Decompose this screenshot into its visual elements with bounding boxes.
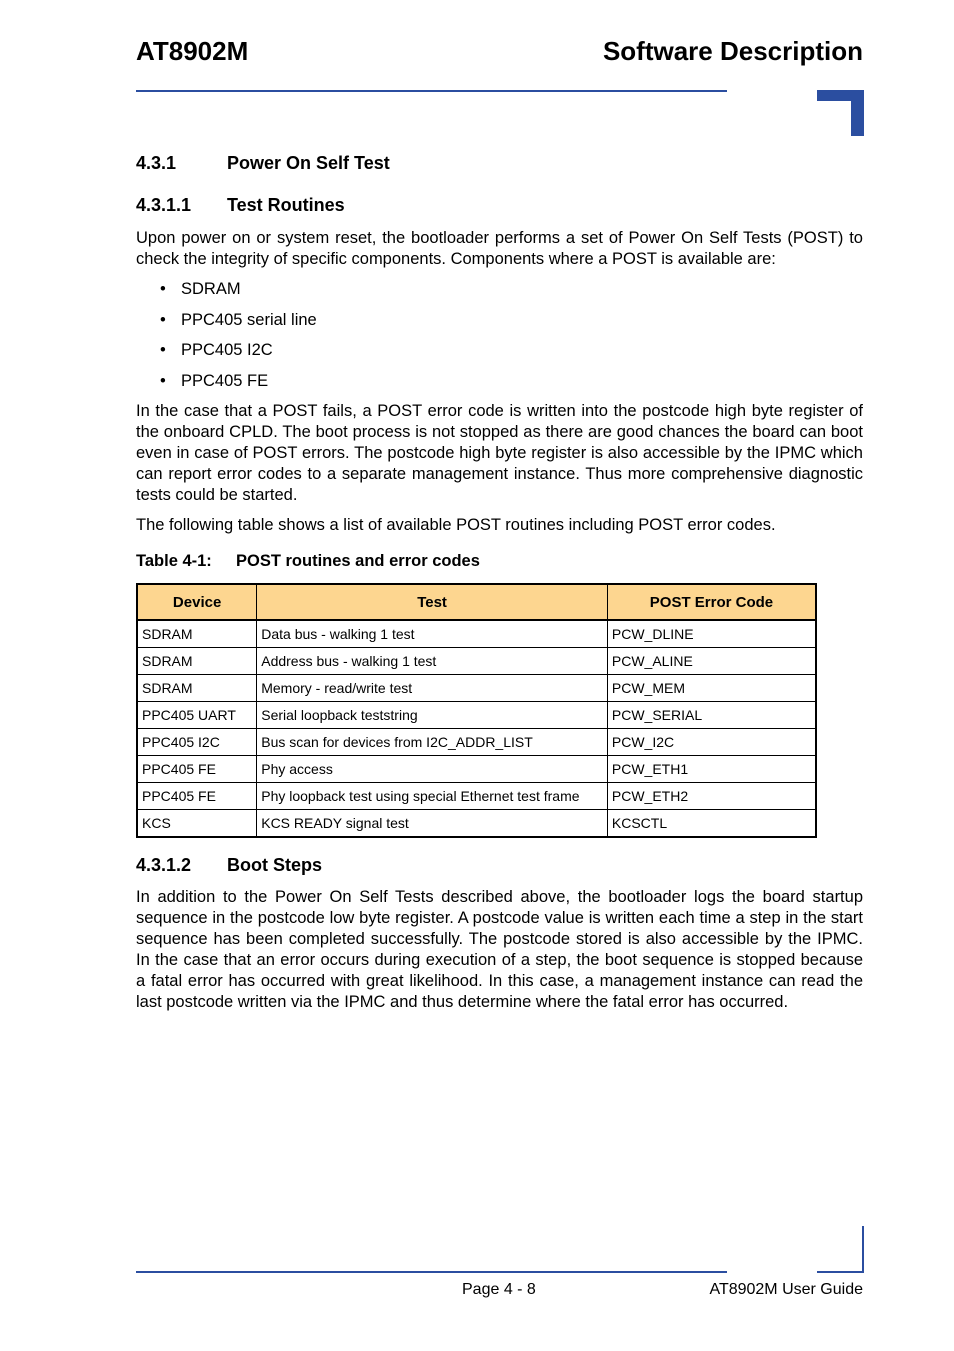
cell-error-code: PCW_SERIAL	[607, 702, 816, 729]
cell-error-code: PCW_DLINE	[607, 620, 816, 648]
table-row	[137, 620, 816, 648]
cell-test: Serial loopback teststring	[257, 702, 608, 729]
header-corner-mark	[817, 90, 864, 136]
cell-error-code: PCW_ALINE	[607, 648, 816, 675]
cell-device: PPC405 UART	[137, 702, 257, 729]
section-number-4-3-1: 4.3.1	[136, 153, 177, 173]
post-fail-paragraph: In the case that a POST fails, a POST error code is written into the postcode high byte register of the onboard CPLD. The boot process is not stopped as there are good chances the board can boot even in case of POST errors. The postcode high byte register is also accessible by the IPMC which can report error codes to a separate management instance. Thus more comprehensive diagnostic tests could be started.	[136, 402, 863, 504]
list-item: • PPC405 I2C	[160, 341, 273, 359]
column-header-test: Test	[257, 584, 608, 620]
bullet-icon: •	[160, 371, 166, 390]
cell-error-code: PCW_I2C	[607, 729, 816, 756]
cell-device: SDRAM	[137, 620, 257, 648]
cell-device: KCS	[137, 810, 257, 838]
bullet-icon: •	[160, 341, 166, 359]
table-row	[137, 783, 816, 810]
column-header-error-code: POST Error Code	[607, 584, 816, 620]
list-item: • PPC405 FE	[160, 371, 269, 390]
cell-error-code: PCW_MEM	[607, 675, 816, 702]
table-row	[137, 729, 816, 756]
cell-test: Phy access	[257, 756, 608, 783]
cell-test: Address bus - walking 1 test	[257, 648, 608, 675]
header-product: AT8902M	[136, 36, 249, 66]
table-intro-paragraph: The following table shows a list of available POST routines including POST error codes.	[136, 516, 776, 534]
section-title-test-routines: Test Routines	[227, 195, 345, 215]
bullet-icon: •	[160, 280, 166, 298]
header-section: Software Description	[602, 36, 863, 66]
table-caption	[136, 552, 480, 571]
table-row	[137, 756, 816, 783]
column-header-device: Device	[137, 584, 257, 620]
cell-error-code: KCSCTL	[607, 810, 816, 838]
footer-corner-mark	[817, 1226, 864, 1273]
list-item: • PPC405 serial line	[160, 310, 317, 329]
section-number-4-3-1-1: 4.3.1.1	[136, 195, 192, 215]
table-row	[137, 675, 816, 702]
cell-test: Data bus - walking 1 test	[257, 620, 608, 648]
section-title-boot-steps: Boot Steps	[227, 855, 323, 875]
cell-test: Memory - read/write test	[257, 675, 608, 702]
cell-test: KCS READY signal test	[257, 810, 608, 838]
bullet-icon: •	[160, 310, 166, 329]
boot-steps-paragraph: In addition to the Power On Self Tests described above, the bootloader logs the board startup sequence in the postcode low byte register. A postcode value is written each time a step in the start sequence has been completed successfully. The postcode stored is also accessible by the IPMC. In the case that an error occurs during execution of a step, the boot sequence is stopped because a fatal error has occurred with great likelihood. In this case, a management instance can read the last postcode written via the IPMC and thus determine where the fatal error has occurred.	[136, 888, 863, 1011]
table-row	[137, 648, 816, 675]
section-number-4-3-1-2: 4.3.1.2	[136, 855, 192, 875]
cell-device: SDRAM	[137, 648, 257, 675]
section-title-power-on-self-test: Power On Self Test	[227, 153, 390, 173]
cell-error-code: PCW_ETH2	[607, 783, 816, 810]
cell-device: PPC405 I2C	[137, 729, 257, 756]
table-header-row	[137, 584, 816, 620]
component-list	[160, 279, 317, 401]
list-item: • SDRAM	[160, 280, 241, 298]
table-row	[137, 702, 816, 729]
intro-paragraph: Upon power on or system reset, the bootloader performs a set of Power On Self Tests (POST) to check the integrity of specific components. Components where a POST is available are:	[136, 229, 863, 268]
table-row	[137, 810, 816, 838]
cell-test: Phy loopback test using special Ethernet test frame	[257, 783, 608, 810]
cell-error-code: PCW_ETH1	[607, 756, 816, 783]
footer-page-number: Page 4 - 8	[462, 1281, 536, 1298]
cell-device: SDRAM	[137, 675, 257, 702]
post-routines-table	[136, 583, 817, 838]
table-caption-label: Table 4-1:	[136, 552, 212, 570]
cell-device: PPC405 FE	[137, 756, 257, 783]
footer-rule	[136, 1271, 727, 1273]
footer-guide-title: AT8902M User Guide	[709, 1281, 863, 1298]
cell-device: PPC405 FE	[137, 783, 257, 810]
header-rule	[136, 90, 727, 92]
table-caption-title: POST routines and error codes	[236, 552, 480, 570]
cell-test: Bus scan for devices from I2C_ADDR_LIST	[257, 729, 608, 756]
